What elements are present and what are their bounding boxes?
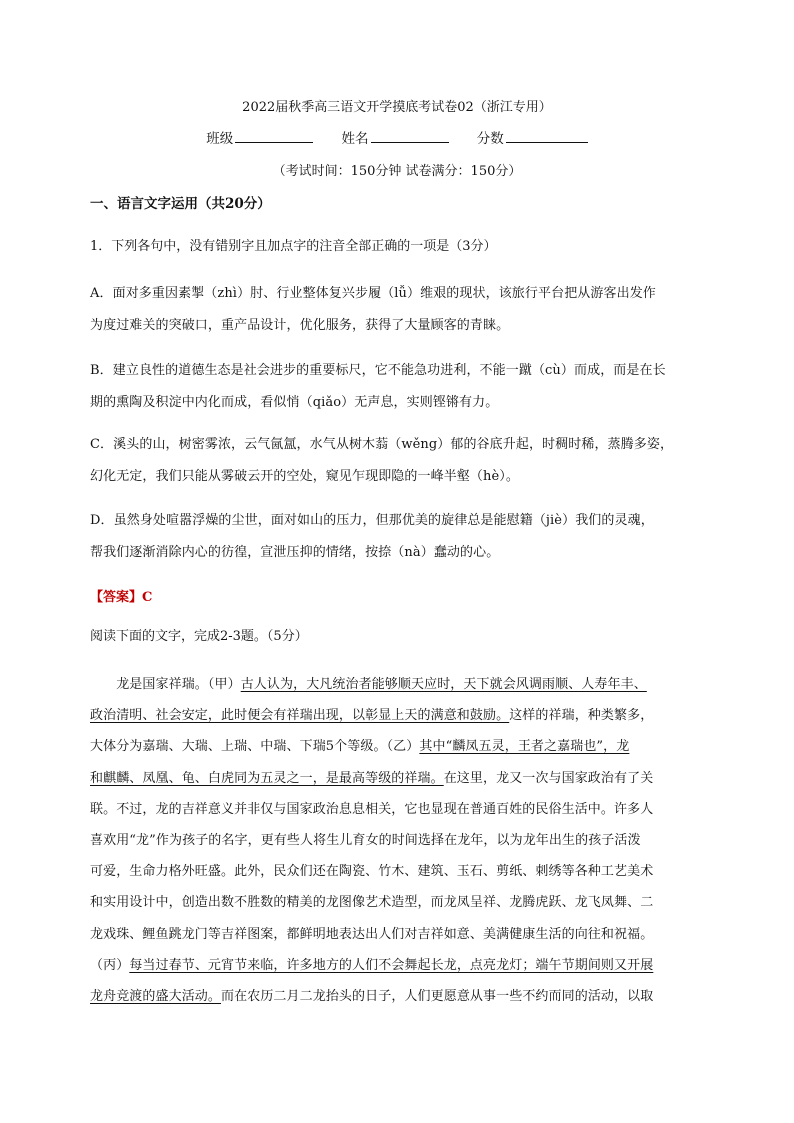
option-d-line-2: 帮我们逐渐消除内心的彷徨，宣泄压抑的情绪，按捺（nà）蠢动的心。	[90, 545, 500, 560]
score-field[interactable]	[477, 133, 588, 147]
name-label: 姓名	[341, 131, 369, 147]
option-d-line-1: D．虽然身处喧嚣浮燥的尘世，面对如山的压力，但那优美的旋律总是能慰籍（jiè）我们的灵魂，	[90, 513, 654, 528]
passage-text: 而在农历二月二龙抬头的日子，人们更愿意从事一些不约而同的活动，以取	[221, 989, 654, 1004]
answer-value: C	[142, 590, 153, 605]
option-a-line-1: A．面对多重因素掣（zhì）肘、行业整体复兴步履（lǚ）维艰的现状，该旅行平台把从游客出发作	[90, 286, 656, 301]
passage-line	[90, 678, 647, 691]
passage-text: 和实用设计中，创造出数不胜数的精美的龙图像艺术造型，而龙凤呈祥、龙腾虎跃、龙飞凤舞、二	[90, 895, 654, 911]
option-c-line-1: C．溪头的山，树密雾浓，云气氤氲，水气从树木蓊（wěng）郁的谷底升起，时稠时稀，蒸腾多姿，	[90, 437, 674, 452]
passage-text: 龙戏珠、鲤鱼跳龙门等吉祥图案，都鲜明地表达出人们对吉祥如意、美满健康生活的向往和祝福。	[90, 926, 654, 942]
passage-text: 联。不过，龙的吉祥意义并非仅与国家政治息息相关，它也显现在普通百姓的民俗生活中。许多人	[90, 801, 654, 817]
passage-text: 龙是国家祥瑞。（甲）	[90, 677, 241, 692]
underlined-sentence: 政治清明、社会安定，此时便会有祥瑞出现，以彰显上天的满意和鼓励。	[90, 708, 510, 724]
option-b-line-2: 期的熏陶及积淀中内化而成，看似悄（qiǎo）无声息，实则铿锵有力。	[90, 395, 499, 410]
passage-text: （丙）	[90, 957, 130, 973]
answer-label: 【答案】	[90, 590, 143, 605]
passage-line	[90, 990, 653, 1003]
passage-line	[90, 740, 629, 753]
class-field[interactable]	[206, 133, 313, 147]
passage-text: 这样的祥瑞，种类繁多，	[509, 708, 654, 724]
underlined-sentence: 每当过春节、元宵节来临，许多地方的人们不会舞起长龙，点亮龙灯；端午节期间则又开展	[129, 957, 654, 973]
passage-text: 可爱，生命力格外旺盛。此外，民众们还在陶瓷、竹木、建筑、玉石、剪纸、刺绣等各种工艺美术	[90, 864, 654, 880]
exam-time-note: （考试时间：150分钟 试卷满分：150分）	[272, 164, 522, 179]
reading-intro: 阅读下面的文字，完成2-3题。（5分）	[90, 629, 308, 644]
student-info-fields	[0, 133, 794, 147]
passage-text: 在这里，龙又一次与国家政治有了关	[443, 770, 654, 786]
underlined-sentence: 古人认为，大凡统治者能够顺天应时，天下就会风调雨顺、人寿年丰、	[240, 677, 647, 692]
class-blank[interactable]	[235, 141, 313, 143]
passage-line	[90, 803, 653, 816]
passage-line	[90, 709, 653, 722]
answer-line	[90, 591, 152, 604]
name-blank[interactable]	[371, 141, 449, 143]
exam-title: 2022届秋季高三语文开学摸底考试卷02（浙江专用）	[242, 100, 552, 115]
passage-text: 喜欢用“龙”作为孩子的名字，更有些人将生儿育女的时间选择在龙年，以为龙年出生的孩子活泼	[90, 833, 641, 848]
underlined-sentence: 和麒麟、凤凰、龟、白虎同为五灵之一，是最高等级的祥瑞。	[90, 770, 444, 786]
name-field[interactable]	[342, 133, 449, 147]
passage-line	[90, 865, 653, 878]
section-heading: 一、语言文字运用（共20分）	[90, 196, 271, 212]
passage-line	[90, 772, 653, 785]
passage-line	[90, 928, 653, 941]
passage-line	[90, 834, 641, 847]
passage-text: 大体分为嘉瑞、大瑞、上瑞、中瑞、下瑞5个等级。（乙）	[90, 739, 420, 755]
underlined-sentence: 其中“麟凤五灵，王者之嘉瑞也”，龙	[419, 739, 630, 755]
option-c-line-2: 幻化无定，我们只能从雾破云开的空处，窥见乍现即隐的一峰半壑（hè）。	[90, 469, 519, 484]
score-label: 分数	[476, 131, 504, 147]
passage-line	[90, 959, 653, 972]
class-label: 班级	[206, 131, 234, 147]
underlined-sentence: 龙舟竞渡的盛大活动。	[90, 989, 222, 1004]
question-1-stem: 1．下列各句中，没有错别字且加点字的注音全部正确的一项是（3分）	[90, 239, 497, 254]
option-a-line-2: 为度过难关的突破口，重产品设计，优化服务，获得了大量顾客的青睐。	[90, 318, 510, 333]
option-b-line-1: B．建立良性的道德生态是社会进步的重要标尺，它不能急功进利，不能一蹴（cù）而成，而是在长	[90, 363, 666, 378]
score-blank[interactable]	[506, 141, 588, 143]
passage-line	[90, 896, 653, 909]
